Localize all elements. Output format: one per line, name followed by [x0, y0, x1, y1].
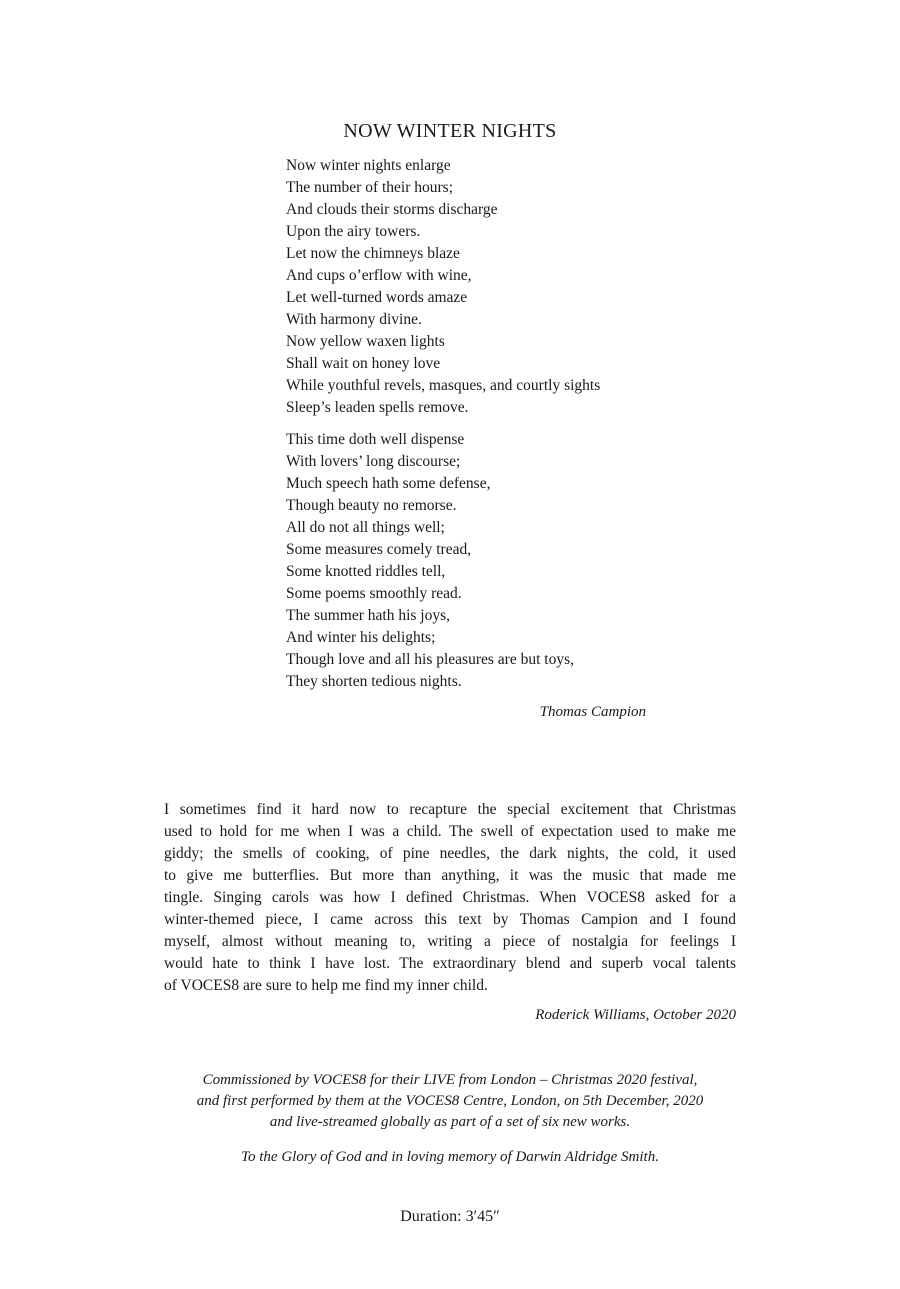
poem-line: The summer hath his joys, — [286, 607, 451, 624]
poem-line: Upon the airy towers. — [286, 223, 421, 240]
poem-line: The number of their hours; — [286, 179, 454, 196]
note-line: would hate to think I have lost. The extraordinary blend and superb vocal talents — [164, 955, 736, 972]
commission-line: Commissioned by VOCES8 for their LIVE from London – Christmas 2020 festival, — [202, 1072, 698, 1088]
poem-line: Some measures comely tread, — [286, 541, 472, 558]
note-line: myself, almost without meaning to, writing a piece of nostalgia for feelings I — [164, 933, 736, 950]
poem-line: All do not all things well; — [286, 519, 445, 536]
note-signature: Roderick Williams, October 2020 — [535, 1007, 736, 1023]
dedication: To the Glory of God and in loving memory of Darwin Aldridge Smith. — [241, 1149, 659, 1165]
note-line: of VOCES8 are sure to help me find my inner child. — [164, 977, 488, 994]
note-line: used to hold for me when I was a child. The swell of expectation used to make me — [164, 823, 736, 840]
poem-line: Let now the chimneys blaze — [286, 245, 460, 262]
poem-line: And winter his delights; — [286, 629, 436, 646]
composer-note — [164, 799, 736, 997]
poem-line: Though love and all his pleasures are but toys, — [286, 651, 574, 668]
poem-line: Some poems smoothly read. — [286, 585, 462, 602]
poem-line: Shall wait on honey love — [286, 355, 441, 372]
poem-line: And cups o’erflow with wine, — [286, 267, 472, 284]
poem-author: Thomas Campion — [539, 704, 646, 720]
note-line: I sometimes find it hard now to recapture the special excitement that Christmas — [164, 801, 736, 818]
poem-line: Sleep’s leaden spells remove. — [286, 399, 469, 416]
poem-line: And clouds their storms discharge — [286, 201, 498, 218]
poem-line: With harmony divine. — [286, 311, 422, 328]
note-line: giddy; the smells of cooking, of pine needles, the dark nights, the cold, it used — [164, 845, 736, 862]
poem-line: Now yellow waxen lights — [286, 333, 445, 350]
poem-title: NOW WINTER NIGHTS — [343, 120, 557, 142]
note-line: tingle. Singing carols was how I defined Christmas. When VOCES8 asked for a — [164, 889, 736, 906]
poem-stanza-1 — [286, 155, 600, 419]
poem-line: They shorten tedious nights. — [286, 673, 462, 690]
note-line: winter-themed piece, I came across this text by Thomas Campion and I found — [164, 911, 736, 928]
poem-line: Now winter nights enlarge — [286, 157, 451, 174]
poem-line: Let well-turned words amaze — [286, 289, 468, 306]
duration: Duration: 3′45″ — [400, 1208, 500, 1225]
poem-line: Much speech hath some defense, — [286, 475, 491, 492]
poem-line: Some knotted riddles tell, — [286, 563, 446, 580]
note-line: to give me butterflies. But more than anything, it was the music that made me — [164, 867, 736, 884]
commission-line: and first performed by them at the VOCES8 Centre, London, on 5th December, 2020 — [196, 1093, 704, 1109]
poem-line: Though beauty no remorse. — [286, 497, 457, 514]
poem-stanza-2 — [286, 429, 574, 693]
commission-note — [0, 1070, 900, 1133]
poem-line: This time doth well dispense — [286, 431, 465, 448]
poem-line: While youthful revels, masques, and courtly sights — [286, 377, 601, 394]
poem-line: With lovers’ long discourse; — [286, 453, 461, 470]
commission-line: and live-streamed globally as part of a set of six new works. — [269, 1114, 631, 1130]
